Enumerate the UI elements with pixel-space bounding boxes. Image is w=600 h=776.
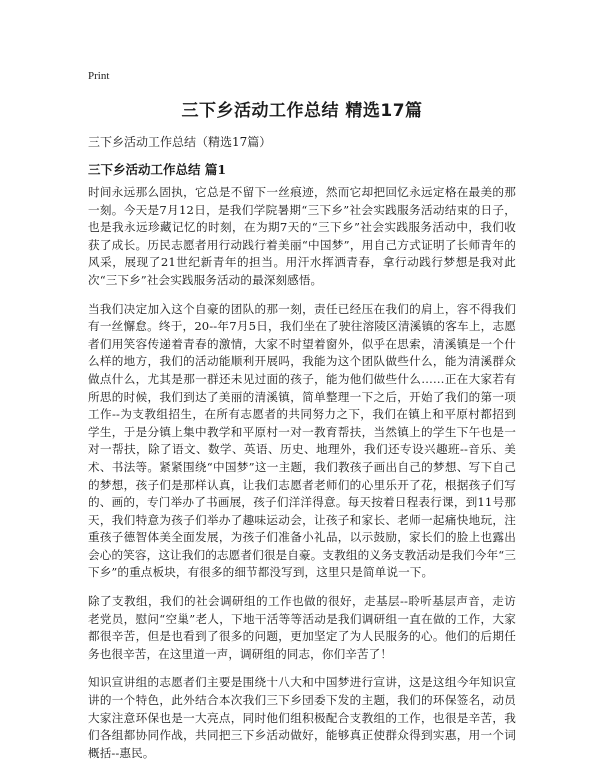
document-title: 三下乡活动工作总结 精选17篇: [181, 101, 423, 121]
print-label[interactable]: Print: [88, 70, 110, 82]
paragraph-2: 当我们决定加入这个自豪的团队的那一刻，责任已经压在我们的肩上，容不得我们有一丝懈怠。终于，20--年7月5日，我们坐在了驶往溶陵区清溪镇的客车上，志愿者们用笑容传递着青春的激情，大家不时望着窗外，似乎在思索，清溪镇是一个什么样的地方，我们的活动能顺利开展吗，我能为这个团队做些什么，能为清溪群众做点什么，尤其是那一群还未见过面的孩子，能为他们做些什么……正在大家若有所思的时候，我们到达了美丽的清溪镇，简单整理一下之后，开始了我们的第一项工作--为支教组招生，在所有志愿者的共同努力之下，我们在镇上和平原村都招到学生，于是分镇上集中教学和平原村一对一教育帮扶，当然镇上的学生下午也是一对一帮扶，除了语文、数学、英语、历史、地理外，我们还专设兴趣班--音乐、美术、书法等。紧紧围绕“中国梦”这一主题，我们教孩子画出自己的梦想、写下自己的梦想，孩子们是那样认真，让我们志愿者老师们的心里乐开了花，根据孩子们写的、画的，专门举办了书画展，孩子们洋洋得意。每天按着日程表行课，到11号那天，我们特意为孩子们举办了趣味运动会，让孩子和家长、老师一起痛快地玩，注重孩子德智体美全面发展，为孩子们准备小礼品，以示鼓励，家长们的脸上也露出会心的笑容，这让我们的志愿者们很是自豪。支教组的义务支教活动是我们今年“三下乡”的重点板块，有很多的细节都没写到，这里只是简单说一下。: [88, 301, 516, 580]
document-body: [88, 184, 516, 773]
paragraph-1: 时间永远那么固执，它总是不留下一丝痕迹，然而它却把回忆永远定格在最美的那一刻。今天是7月12日，是我们学院暑期“三下乡”社会实践服务活动结束的日子，也是我永远珍藏记忆的时刻，在为期7天的“三下乡”社会实践服务活动中，我们收获了成长。历民志愿者用行动践行着美丽“中国梦”，用自己方式证明了长师青年的风采，展现了21世纪新青年的担当。用汗水挥洒青春，拿行动践行梦想是我对此次“三下乡”社会实践服务活动的最深刻感悟。: [88, 185, 516, 287]
document-subtitle: 三下乡活动工作总结（精选17篇）: [88, 135, 272, 149]
section-heading: 三下乡活动工作总结 篇1: [88, 162, 227, 177]
paragraph-4: 知识宣讲组的志愿者们主要是围绕十八大和中国梦进行宣讲，这是这组今年知识宣讲的一个特色，此外结合本次我们三下乡団委下发的主题，我们的环保签名，动员大家注意环保也是一大亮点，同时他们组积极配合支教组的工作，也很是辛苦，我们各组都协同作战，共同把三下乡活动做好，能够真正使群众得到实惠，用一个词概括--惠民。: [88, 675, 516, 760]
paragraph-3: 除了支教组，我们的社会调研组的工作也做的很好，走基层--聆听基层声音，走访老党员，慰问“空巢”老人，下地干活等等活动是我们调研组一直在做的工作，大家都很辛苦，但是也看到了很多的问题，更加坚定了为人民服务的心。他们的后期任务也很辛苦，在这里道一声，调研组的同志，你们辛苦了！: [88, 594, 516, 661]
